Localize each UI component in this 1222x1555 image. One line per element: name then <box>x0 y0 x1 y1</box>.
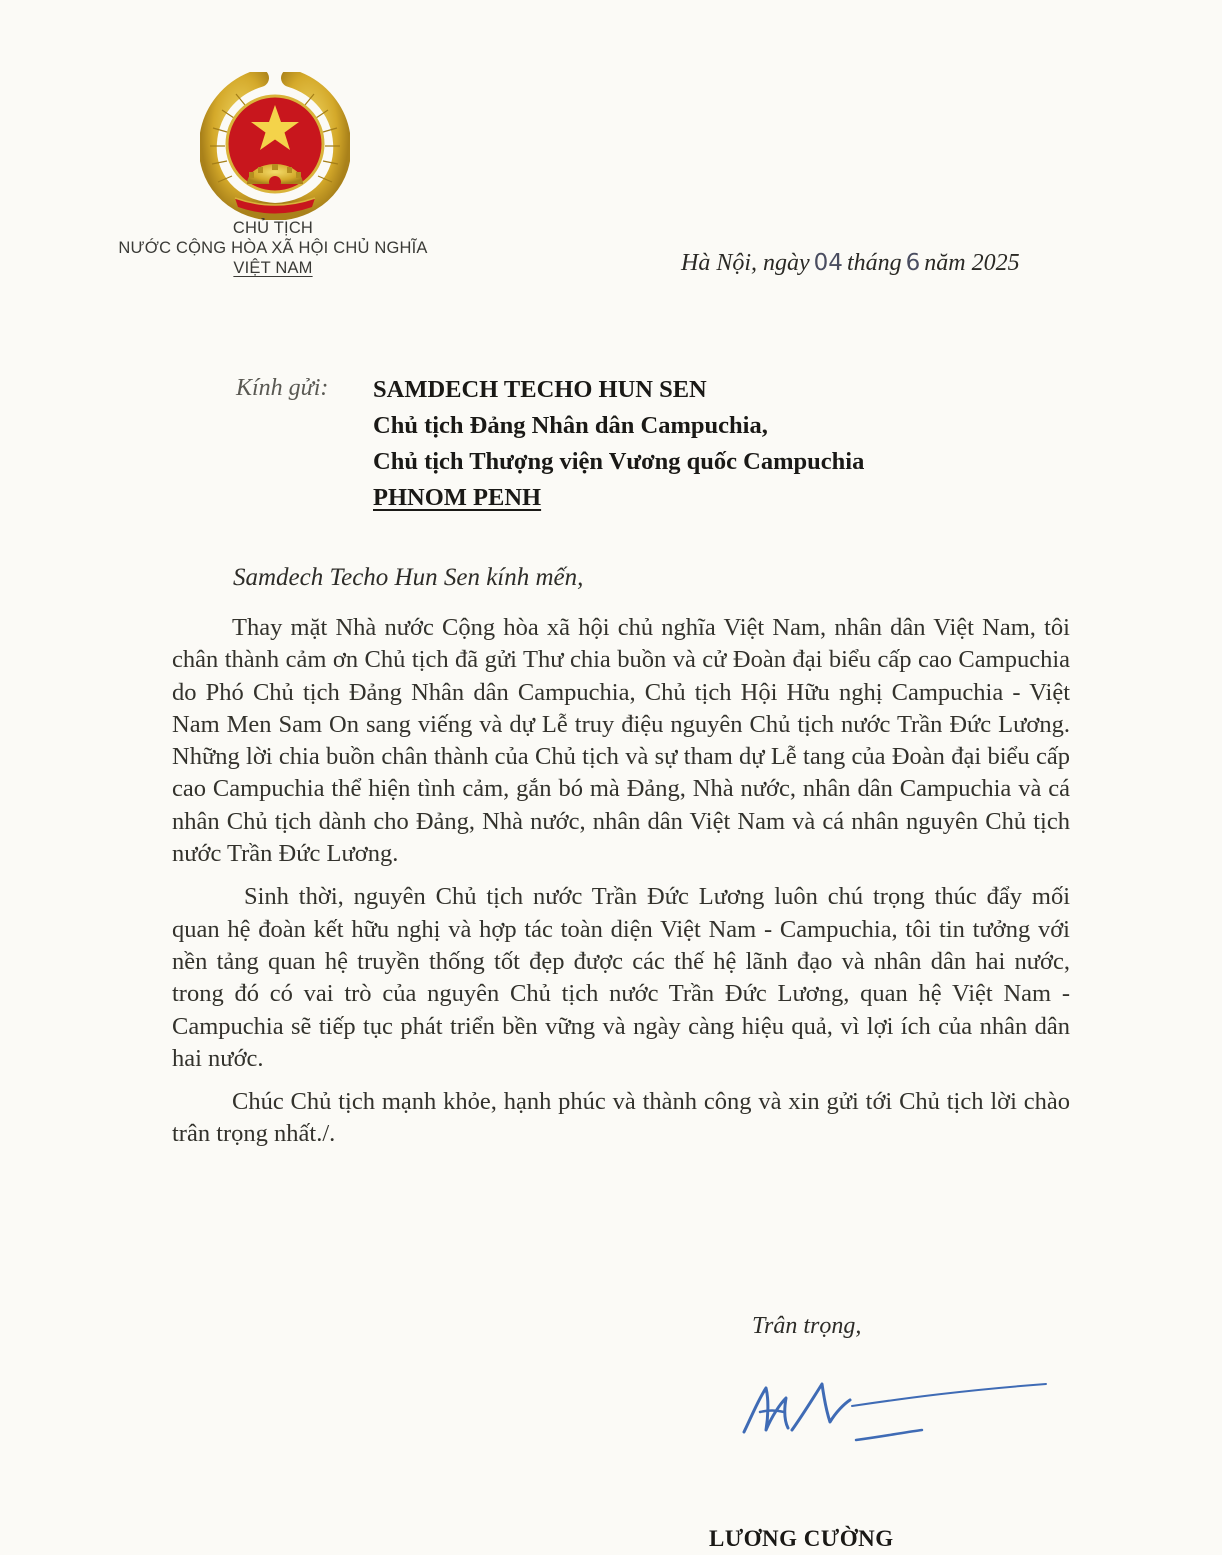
issuer-block <box>92 218 454 278</box>
date-line <box>681 250 1020 277</box>
national-emblem-icon <box>200 72 350 220</box>
recipient-title-1: Chủ tịch Đảng Nhân dân Campuchia, <box>373 412 768 439</box>
issuer-title: CHỦ TỊCH <box>232 219 314 237</box>
date-year: năm 2025 <box>924 250 1020 276</box>
recipient-label: Kính gửi: <box>236 375 329 401</box>
salutation: Samdech Techo Hun Sen kính mến, <box>233 564 584 591</box>
signature-image <box>736 1370 1056 1455</box>
issuer-country-name: VIỆT NAM <box>233 259 313 277</box>
date-day: 04 <box>813 250 843 276</box>
recipient-name: SAMDECH TECHO HUN SEN <box>373 376 707 403</box>
date-month-label: tháng <box>846 250 902 276</box>
paragraph-3: Chúc Chủ tịch mạnh khỏe, hạnh phúc và thành công và xin gửi tới Chủ tịch lời chào trân trọng nhất./. <box>172 1088 1070 1148</box>
recipient-city: PHNOM PENH <box>373 484 542 511</box>
date-prefix: Hà Nội, ngày <box>681 250 810 276</box>
signer-name: LƯƠNG CƯỜNG <box>709 1526 894 1551</box>
recipient-block <box>373 372 864 516</box>
closing: Trân trọng, <box>752 1313 862 1339</box>
issuer-country-line: NƯỚC CỘNG HÒA XÃ HỘI CHỦ NGHĨA <box>118 239 428 257</box>
paragraph-1: Thay mặt Nhà nước Cộng hòa xã hội chủ nghĩa Việt Nam, nhân dân Việt Nam, tôi chân thành cảm ơn Chủ tịch đã gửi Thư chia buồn và cử Đoàn đại biểu cấp cao Campuchia do Phó Chủ tịch Đảng Nhân dân Campuchia, Chủ tịch Hội Hữu nghị Campuchia - Việt Nam Men Sam On sang viếng và dự Lễ truy điệu nguyên Chủ tịch nước Trần Đức Lương. Những lời chia buồn chân thành của Chủ tịch và sự tham dự Lễ tang của Đoàn đại biểu cấp cao Campuchia thể hiện tình cảm, gắn bó mà Đảng, Nhà nước, nhân dân Campuchia và cá nhân Chủ tịch dành cho Đảng, Nhà nước, nhân dân Việt Nam và cá nhân nguyên Chủ tịch nước Trần Đức Lương. <box>172 614 1070 868</box>
date-month: 6 <box>905 250 921 276</box>
recipient-title-2: Chủ tịch Thượng viện Vương quốc Campuchia <box>373 448 865 475</box>
paragraph-2: Sinh thời, nguyên Chủ tịch nước Trần Đức Lương luôn chú trọng thúc đẩy mối quan hệ đoàn kết hữu nghị và hợp tác toàn diện Việt Nam - Campuchia, tôi tin tưởng với nền tảng quan hệ truyền thống tốt đẹp được các thế hệ lãnh đạo và nhân dân hai nước, trong đó có vai trò của nguyên Chủ tịch nước Trần Đức Lương, quan hệ Việt Nam - Campuchia sẽ tiếp tục phát triển bền vững và ngày càng hiệu quả, vì lợi ích của nhân dân hai nước. <box>172 883 1070 1072</box>
letter-body <box>172 612 1070 1151</box>
